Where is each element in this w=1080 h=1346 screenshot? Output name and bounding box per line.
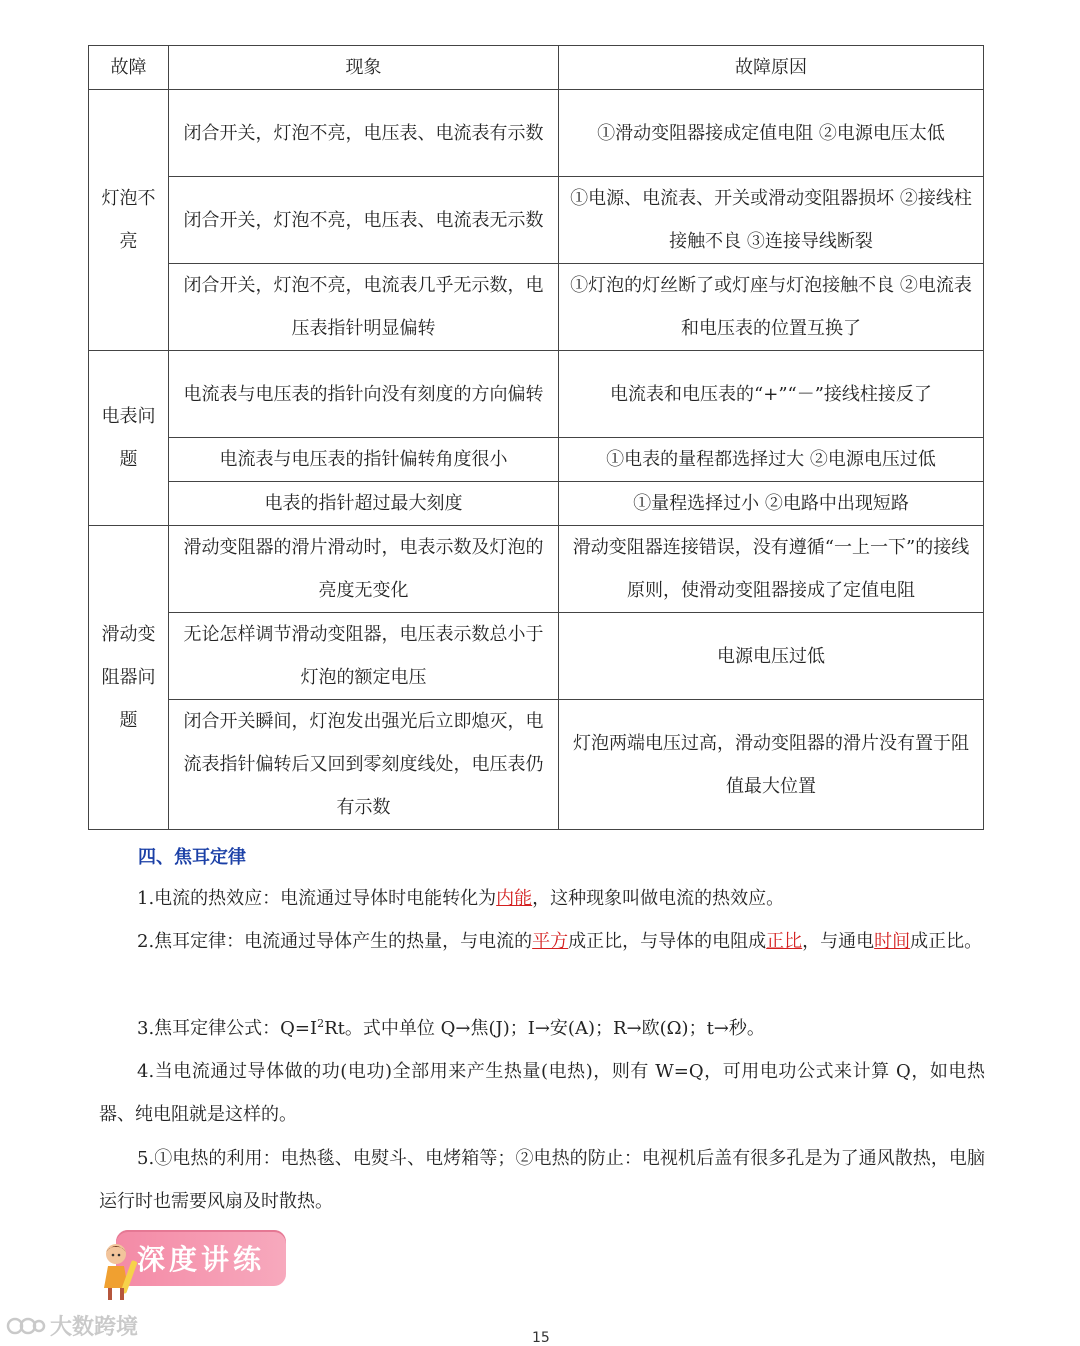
cause-cell: ①灯泡的灯丝断了或灯座与灯泡接触不良 ②电流表和电压表的位置互换了	[559, 264, 984, 351]
cause-cell: ①量程选择过小 ②电路中出现短路	[559, 482, 984, 526]
table-header-row	[89, 46, 984, 90]
table-row	[89, 177, 984, 264]
text-run: 成正比。	[910, 931, 983, 952]
header-cause: 故障原因	[559, 46, 984, 90]
table-row	[89, 700, 984, 830]
header-fault: 故障	[89, 46, 169, 90]
text-run: 2.焦耳定律：电流通过导体产生的热量，与电流的	[137, 931, 533, 952]
table-row	[89, 482, 984, 526]
phenomenon-cell: 闭合开关瞬间，灯泡发出强光后立即熄灭，电流表指针偏转后又回到零刻度线处，电压表仍有示数	[169, 700, 559, 830]
table-row	[89, 438, 984, 482]
cause-cell: 灯泡两端电压过高，滑动变阻器的滑片没有置于阻值最大位置	[559, 700, 984, 830]
text-run: ，这种现象叫做电流的热效应。	[532, 888, 785, 909]
keyword-internal-energy: 内能	[496, 888, 533, 909]
category-cell: 灯泡不亮	[89, 90, 169, 351]
paragraph-formula	[99, 1007, 985, 1050]
text-run: Rt。式中单位 Q→焦(J)；I→安(A)；R→欧(Ω)；t→秒。	[324, 1018, 765, 1039]
text-run: ，与通电	[802, 931, 875, 952]
phenomenon-cell: 滑动变阻器的滑片滑动时，电表示数及灯泡的亮度无变化	[169, 526, 559, 613]
text-run: 3.焦耳定律公式：Q=I	[137, 1018, 318, 1039]
watermark-text: 大数跨境	[50, 1315, 139, 1340]
paragraph-heat-use: 5.①电热的利用：电热毯、电熨斗、电烤箱等；②电热的防止：电视机后盖有很多孔是为了通风散热，电脑运行时也需要风扇及时散热。	[99, 1148, 985, 1212]
phenomenon-cell: 无论怎样调节滑动变阻器，电压表示数总小于灯泡的额定电压	[169, 613, 559, 700]
text-run: 1.电流的热效应：电流通过导体时电能转化为	[137, 888, 497, 909]
cause-cell: 电流表和电压表的“+”“－”接线柱接反了	[559, 351, 984, 438]
girl-pencil-icon	[96, 1240, 142, 1304]
paragraph-joule-law	[99, 920, 985, 963]
superscript: 2	[317, 1017, 325, 1030]
badge-label: 深度讲练	[116, 1230, 286, 1286]
cause-cell: ①滑动变阻器接成定值电阻 ②电源电压太低	[559, 90, 984, 177]
section-heading: 四、焦耳定律	[138, 847, 246, 868]
page-number: 15	[532, 1330, 550, 1346]
text-run: 成正比，与导体的电阻成	[568, 931, 767, 952]
watermark-logo-icon	[6, 1314, 46, 1338]
table-row	[89, 613, 984, 700]
phenomenon-cell: 闭合开关，灯泡不亮，电流表几乎无示数，电压表指针明显偏转	[169, 264, 559, 351]
keyword-time: 时间	[874, 931, 911, 952]
section-badge	[96, 1224, 292, 1304]
cause-cell: ①电表的量程都选择过大 ②电源电压过低	[559, 438, 984, 482]
table-row	[89, 526, 984, 613]
table-row	[89, 264, 984, 351]
keyword-proportional: 正比	[766, 931, 803, 952]
cause-cell: 电源电压过低	[559, 613, 984, 700]
watermark	[6, 1310, 138, 1341]
cause-cell: ①电源、电流表、开关或滑动变阻器损坏 ②接线柱接触不良 ③连接导线断裂	[559, 177, 984, 264]
paragraph-heat-effect	[99, 877, 985, 920]
table-row	[89, 90, 984, 177]
keyword-square: 平方	[532, 931, 569, 952]
paragraph-work-heat: 4.当电流通过导体做的功(电功)全部用来产生热量(电热)，则有 W=Q，可用电功公式来计算 Q，如电热器、纯电阻就是这样的。	[99, 1061, 985, 1125]
cause-cell: 滑动变阻器连接错误，没有遵循“一上一下”的接线原则，使滑动变阻器接成了定值电阻	[559, 526, 984, 613]
category-cell: 电表问题	[89, 351, 169, 526]
header-phenomenon: 现象	[169, 46, 559, 90]
phenomenon-cell: 电流表与电压表的指针向没有刻度的方向偏转	[169, 351, 559, 438]
phenomenon-cell: 电流表与电压表的指针偏转角度很小	[169, 438, 559, 482]
phenomenon-cell: 电表的指针超过最大刻度	[169, 482, 559, 526]
table-row	[89, 351, 984, 438]
fault-table	[88, 45, 984, 830]
category-cell: 滑动变阻器问题	[89, 526, 169, 830]
phenomenon-cell: 闭合开关，灯泡不亮，电压表、电流表有示数	[169, 90, 559, 177]
phenomenon-cell: 闭合开关，灯泡不亮，电压表、电流表无示数	[169, 177, 559, 264]
